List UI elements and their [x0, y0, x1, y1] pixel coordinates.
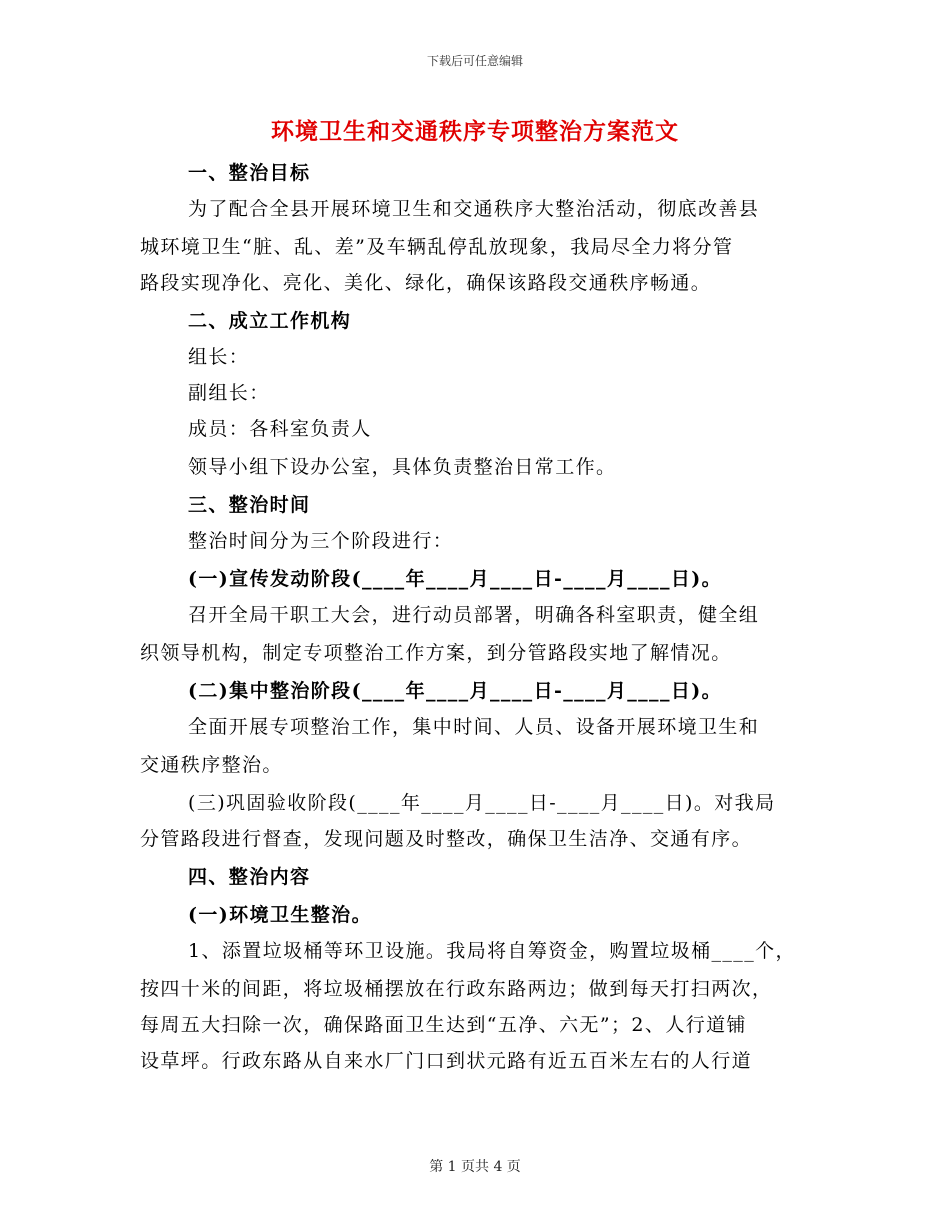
- section-heading: (一)环境卫生整治。: [188, 904, 372, 926]
- paragraph-line: (三)巩固验收阶段(____年____月____日-____月____日)。对我局: [188, 792, 776, 814]
- paragraph-line: 组长：: [188, 346, 250, 368]
- paragraph-line: 分管路段进行督查，发现问题及时整改，确保卫生洁净、交通有序。: [140, 828, 753, 850]
- paragraph-line: 按四十米的间距，将垃圾桶摆放在行政东路两边；做到每天打扫两次，: [140, 978, 773, 1000]
- paragraph-line: 路段实现净化、亮化、美化、绿化，确保该路段交通秩序畅通。: [140, 272, 712, 294]
- section-heading: 三、整治时间: [188, 494, 311, 516]
- paragraph-line: 1、添置垃圾桶等环卫设施。我局将自筹资金，购置垃圾桶____个，: [188, 940, 796, 962]
- paragraph-line: 每周五大扫除一次，确保路面卫生达到“五净、六无”；2、人行道铺: [140, 1014, 747, 1036]
- section-heading: 二、成立工作机构: [188, 310, 352, 332]
- section-heading: 四、整治内容: [188, 866, 311, 888]
- paragraph-line: 织领导机构，制定专项整治工作方案，到分管路段实地了解情况。: [140, 642, 732, 664]
- paragraph-line: 领导小组下设办公室，具体负责整治日常工作。: [188, 456, 617, 478]
- paragraph-line: 全面开展专项整治工作，集中时间、人员、设备开展环境卫生和: [188, 716, 760, 738]
- paragraph-line: 召开全局干职工大会，进行动员部署，明确各科室职责，健全组: [188, 604, 760, 626]
- paragraph-line: 成员：各科室负责人: [188, 418, 372, 440]
- section-heading: (二)集中整治阶段(____年____月____日-____月____日)。: [188, 680, 723, 702]
- section-heading: 一、整治目标: [188, 162, 311, 184]
- document-title: 环境卫生和交通秩序专项整治方案范文: [271, 118, 679, 145]
- paragraph-line: 交通秩序整治。: [140, 754, 283, 776]
- page-footer: 第 1 页共 4 页: [429, 1159, 521, 1175]
- paragraph-line: 设草坪。行政东路从自来水厂门口到状元路有近五百米左右的人行道: [140, 1050, 753, 1072]
- section-heading: (一)宣传发动阶段(____年____月____日-____月____日)。: [188, 568, 723, 590]
- paragraph-line: 副组长：: [188, 382, 270, 404]
- header-note: 下载后可任意编辑: [426, 54, 523, 68]
- paragraph-line: 城环境卫生“脏、乱、差”及车辆乱停乱放现象，我局尽全力将分管: [140, 236, 734, 258]
- paragraph-line: 为了配合全县开展环境卫生和交通秩序大整治活动，彻底改善县: [188, 198, 760, 220]
- paragraph-line: 整治时间分为三个阶段进行：: [188, 530, 454, 552]
